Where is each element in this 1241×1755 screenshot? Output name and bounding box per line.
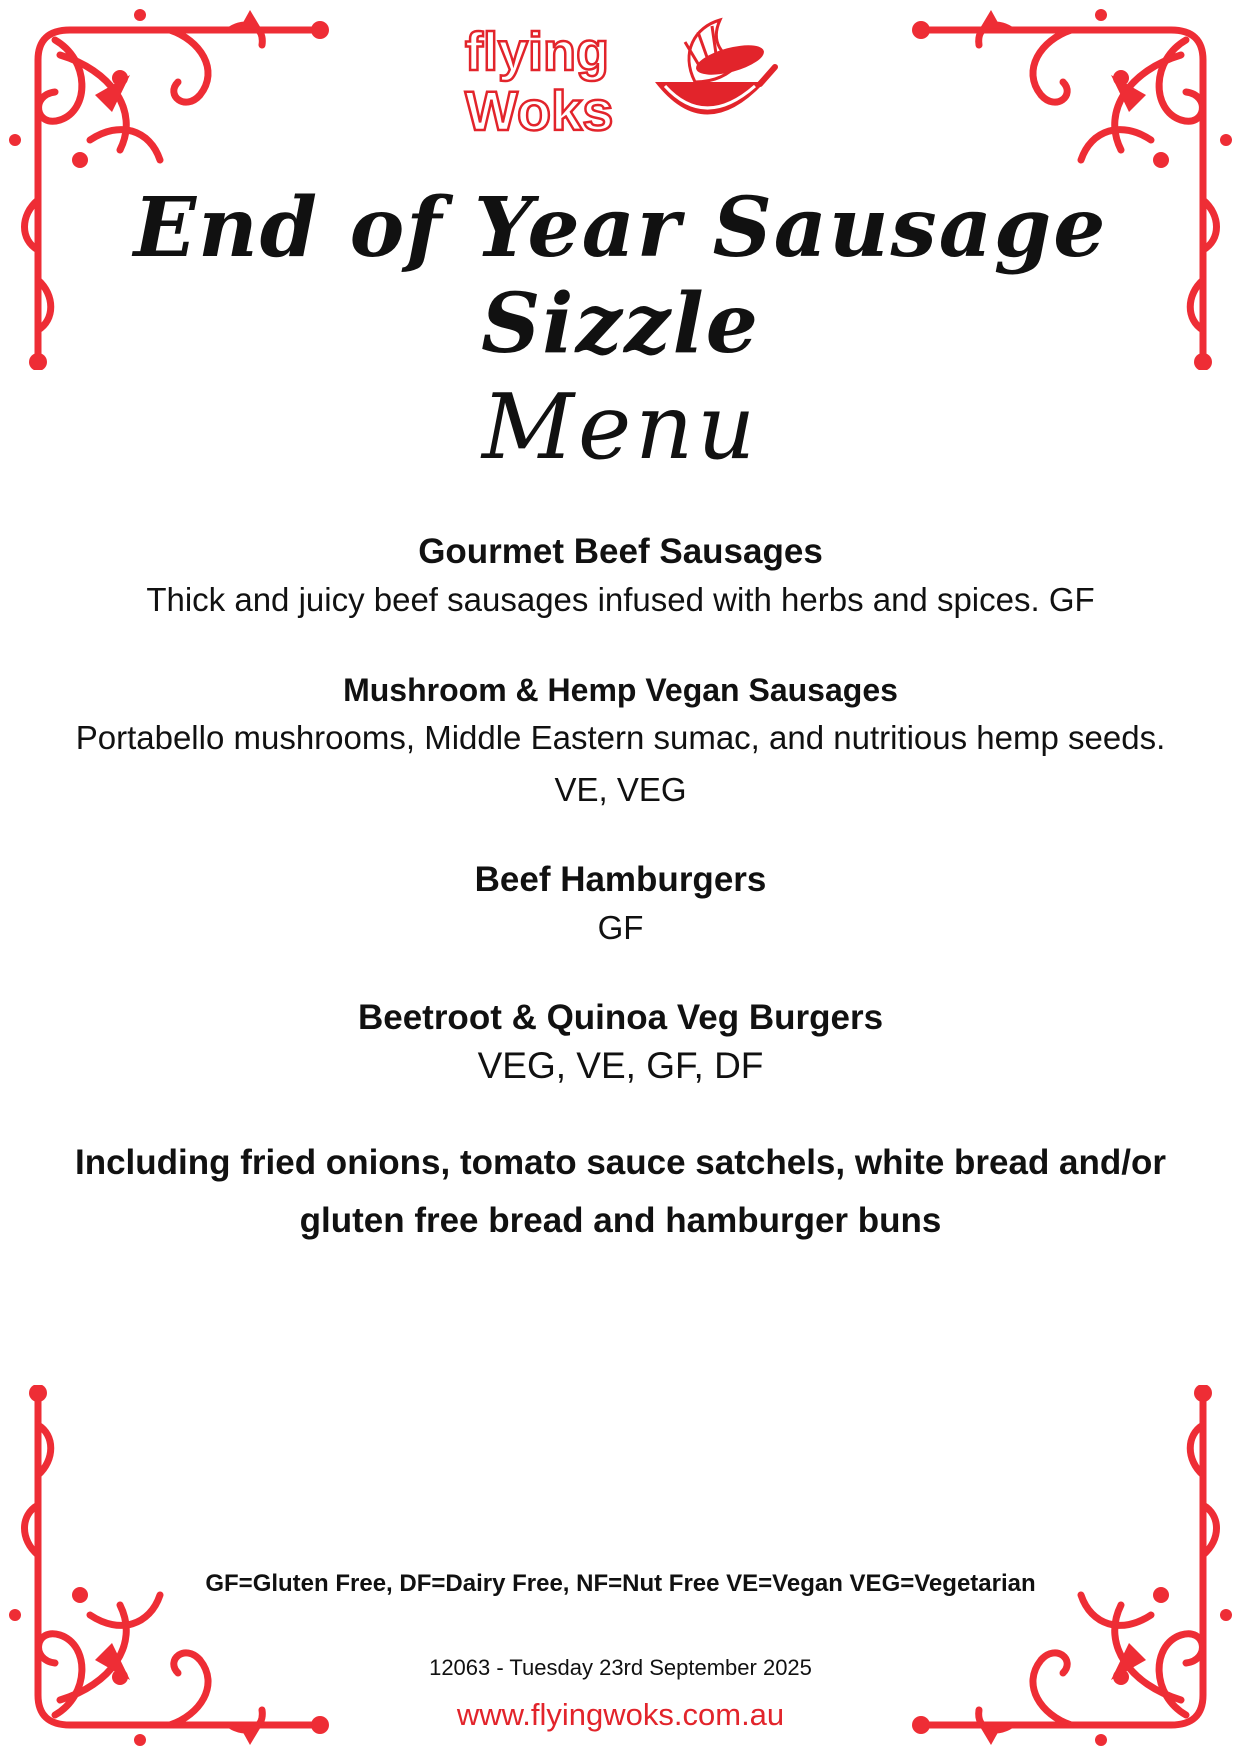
menu-item-title: Gourmet Beef Sausages xyxy=(418,532,823,571)
event-title: End of Year Sausage Sizzle xyxy=(133,180,1108,372)
menu-item-tags: GF xyxy=(597,909,644,946)
menu-item xyxy=(40,668,1201,816)
menu-item-title: Mushroom & Hemp Vegan Sausages xyxy=(343,672,898,708)
menu-heading: Menu xyxy=(481,375,760,480)
event-reference: 12063 - Tuesday 23rd September 2025 xyxy=(429,1655,812,1680)
logo-text-line1: flying xyxy=(465,22,609,82)
menu-list xyxy=(40,530,1201,1285)
flying-woks-logo xyxy=(460,12,780,142)
menu-item-tags: VEG, VE, GF, DF xyxy=(477,1045,764,1086)
menu-item-tags: VE, VEG xyxy=(554,771,687,808)
menu-item xyxy=(40,530,1201,626)
dietary-legend: GF=Gluten Free, DF=Dairy Free, NF=Nut Free VE=Vegan VEG=Vegetarian xyxy=(205,1570,1036,1597)
menu-item xyxy=(40,996,1201,1092)
menu-item-description: Portabello mushrooms, Middle Eastern sumac, and nutritious hemp seeds. xyxy=(75,719,1166,756)
logo-text-line2: Woks xyxy=(465,79,614,142)
menu-item-title: Beetroot & Quinoa Veg Burgers xyxy=(357,998,884,1037)
menu-item-description: Thick and juicy beef sausages infused with herbs and spices. GF xyxy=(146,581,1095,618)
menu-item-title: Beef Hamburgers xyxy=(474,860,767,899)
website-link[interactable]: www.flyingwoks.com.au xyxy=(456,1697,785,1732)
inclusions-note: Including fried onions, tomato sauce satchels, white bread and/or gluten free bread and hamburger buns xyxy=(74,1143,1166,1240)
flying-wok-icon xyxy=(655,20,775,115)
menu-item xyxy=(40,858,1201,954)
